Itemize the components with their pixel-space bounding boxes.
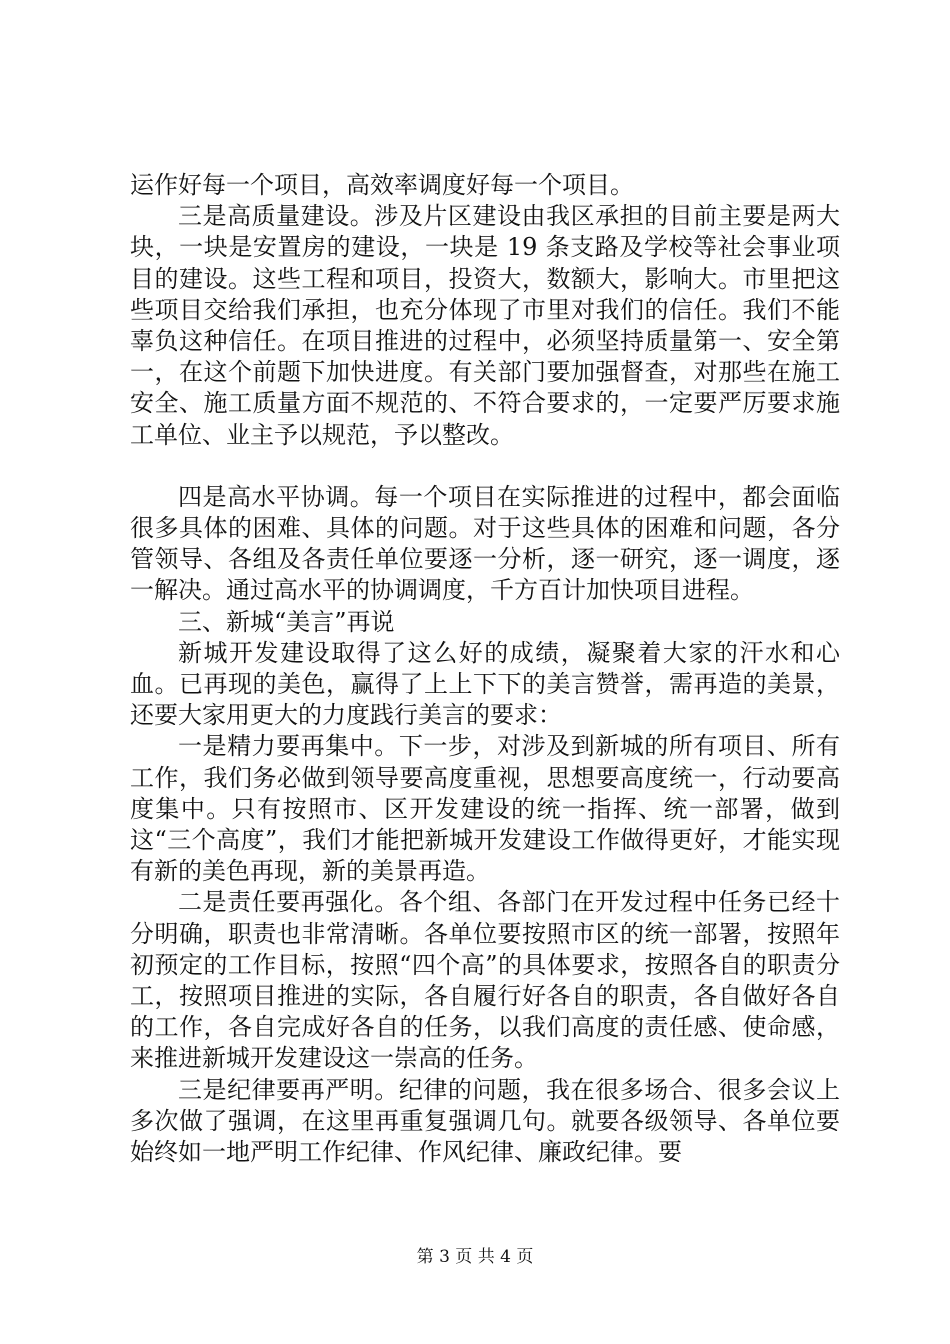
paragraph-high-quality-construction: 三是高质量建设。涉及片区建设由我区承担的目前主要是两大块，一块是安置房的建设，一块是 19 条支路及学校等社会事业项目的建设。这些工程和项目，投资大，数额大，影响大。市里把这些项目交给我们承担，也充分体现了市里对我们的信任。我们不能辜负这种信任。在项目推进的过程中，必须坚持质量第一、安全第一，在这个前题下加快进度。有关部门要加强督查，对那些在施工安全、施工质量方面不规范的、不符合要求的，一定要严厉要求施工单位、业主予以规范，予以整改。 [130, 202, 840, 449]
document-body [130, 170, 840, 1168]
page-number-footer: 第 3 页 共 4 页 [416, 1247, 534, 1267]
paragraph-high-level-coordination: 四是高水平协调。每一个项目在实际推进的过程中，都会面临很多具体的困难、具体的问题。对于这些具体的困难和问题，各分管领导、各组及各责任单位要逐一分析，逐一研究，逐一调度，逐一解决。通过高水平的协调调度，千方百计加快项目进程。 [130, 482, 840, 605]
paragraph-new-city-intro: 新城开发建设取得了这么好的成绩，凝聚着大家的汗水和心血。已再现的美色，赢得了上上下下的美言赞誉，需再造的美景，还要大家用更大的力度践行美言的要求： [130, 638, 840, 730]
paragraph-continuation: 运作好每一个项目，高效率调度好每一个项目。 [130, 171, 634, 199]
paragraph-energy-focus: 一是精力要再集中。下一步，对涉及到新城的所有项目、所有工作，我们务必做到领导要高度重视，思想要高度统一，行动要高度集中。只有按照市、区开发建设的统一指挥、统一部署，做到这“三个高度”，我们才能把新城开发建设工作做得更好，才能实现有新的美色再现，新的美景再造。 [130, 732, 840, 886]
paragraph-discipline: 三是纪律要再严明。纪律的问题，我在很多场合、很多会议上多次做了强调，在这里再重复强调几句。就要各级领导、各单位要始终如一地严明工作纪律、作风纪律、廉政纪律。要 [130, 1075, 840, 1167]
section-heading-new-city: 三、新城“美言”再说 [178, 607, 395, 636]
paragraph-responsibility: 二是责任要再强化。各个组、各部门在开发过程中任务已经十分明确，职责也非常清晰。各单位要按照市区的统一部署，按照年初预定的工作目标，按照“四个高”的具体要求，按照各自的职责分工，按照项目推进的实际，各自履行好各自的职责，各自做好各自的工作，各自完成好各自的任务，以我们高度的责任感、使命感，来推进新城开发建设这一崇高的任务。 [130, 888, 840, 1073]
